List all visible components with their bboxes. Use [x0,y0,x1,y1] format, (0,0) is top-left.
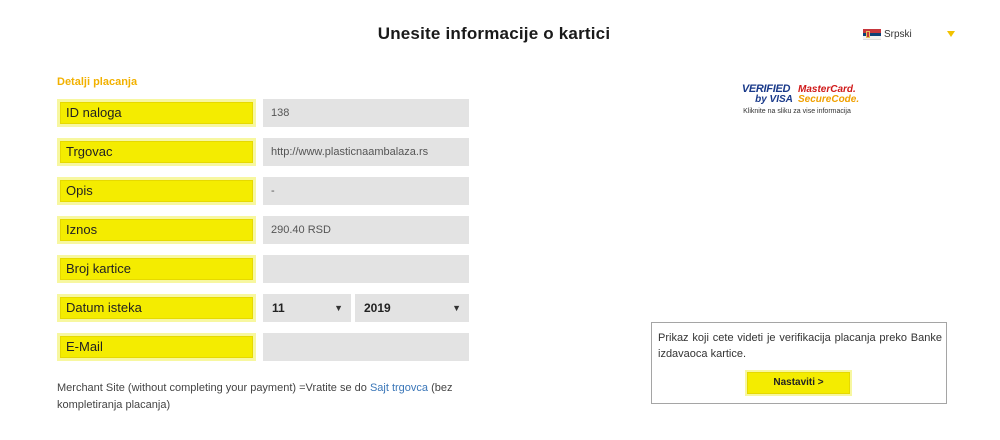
section-title: Detalji placanja [57,76,138,88]
dropdown-arrow-icon: ▼ [334,303,343,313]
card-number-row [57,255,469,283]
verification-text: Prikaz koji cete videti je verifikacija placanja preko Banke izdavaoca kartice. [658,332,942,360]
merchant-label: Trgovac [57,138,256,166]
card-number-label: Broj kartice [57,255,256,283]
expiry-year-select[interactable] [355,294,469,322]
verification-box [651,322,947,404]
order-id-row [57,99,469,127]
chevron-down-icon[interactable] [947,31,955,37]
email-label: E-Mail [57,333,256,361]
amount-value: 290.40 RSD [263,216,469,244]
email-input[interactable] [263,333,469,361]
merchant-value: http://www.plasticnaambalaza.rs [263,138,469,166]
merchant-row [57,138,469,166]
language-label: Srpski [884,28,912,40]
expiry-month-select[interactable] [263,294,351,322]
mastercard-securecode-logo[interactable]: MasterCard. SecureCode. [798,84,860,105]
merchant-site-link[interactable]: Sajt trgovca [369,382,429,394]
language-selector[interactable] [863,27,912,41]
continue-button[interactable]: Nastaviti > [745,370,852,396]
dropdown-arrow-icon: ▼ [452,303,461,313]
description-row [57,177,469,205]
expiry-month-value: 11 [272,301,285,315]
card-number-input[interactable] [263,255,469,283]
verified-by-visa-logo[interactable]: VERIFIED by VISA [741,83,793,105]
note-suffix: (bez kompletiranja placanja) [57,382,453,411]
expiry-year-value: 2019 [364,301,391,315]
description-value: - [263,177,469,205]
page-title: Unesite informacije o kartici [377,24,611,43]
amount-label: Iznos [57,216,256,244]
security-logos[interactable] [727,84,867,120]
expiry-label: Datum isteka [57,294,256,322]
logo-caption: Kliknite na sliku za vise informacija [743,108,851,115]
description-label: Opis [57,177,256,205]
email-row [57,333,469,361]
serbia-flag-icon [863,29,881,40]
order-id-label: ID naloga [57,99,256,127]
expiry-row [57,294,469,322]
amount-row [57,216,469,244]
merchant-return-note [57,380,487,414]
note-prefix: Merchant Site (without completing your payment) =Vratite se do [57,382,370,394]
order-id-value: 138 [263,99,469,127]
